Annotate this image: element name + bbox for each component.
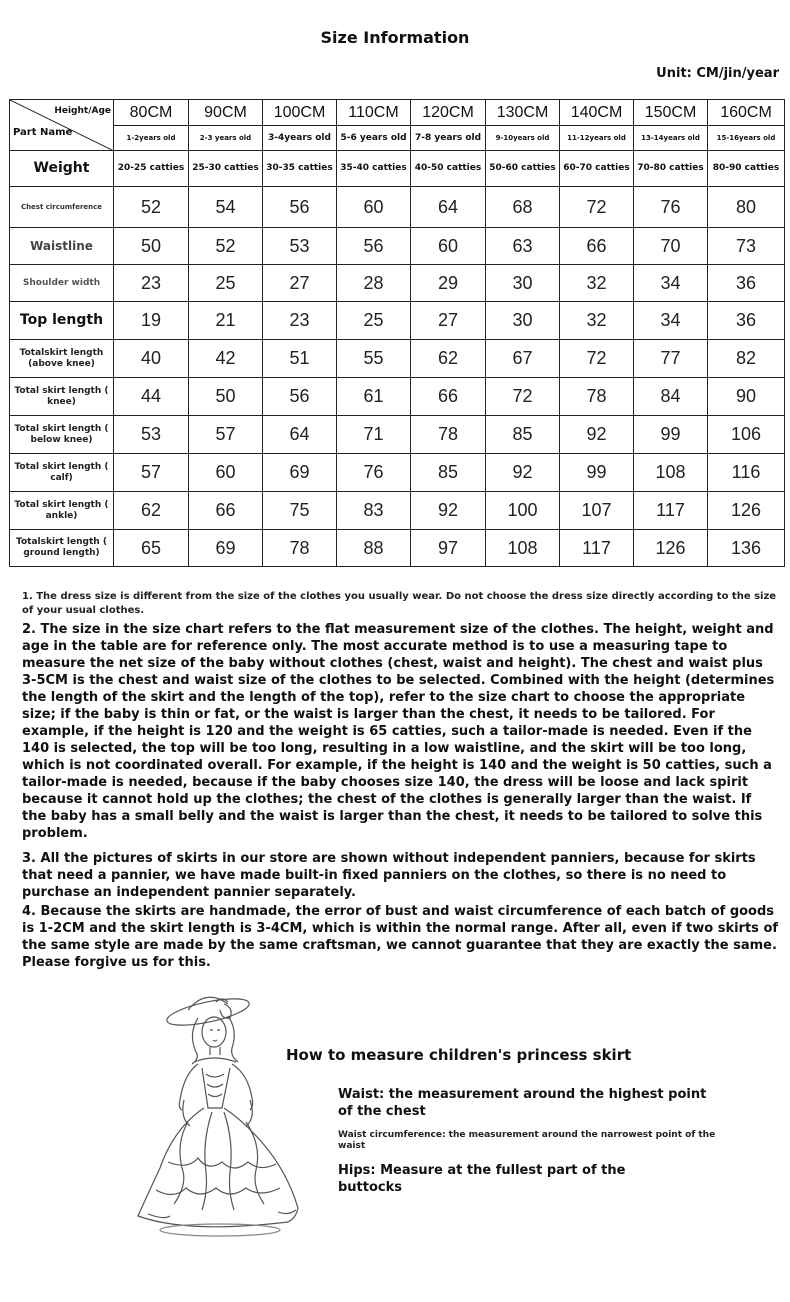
value-cell: 71 [337,416,411,454]
value-cell: 28 [337,265,411,302]
value-cell: 42 [189,340,263,378]
value-cell: 68 [486,187,560,228]
value-cell: 70 [634,228,708,265]
weight-cell: 20-25 catties [114,151,189,187]
age-header: 13-14years old [634,126,708,151]
value-cell: 92 [560,416,634,454]
height-header: 120CM [411,100,486,126]
value-cell: 69 [189,530,263,567]
value-cell: 27 [411,302,486,340]
page-title: Size Information [320,28,470,47]
value-cell: 27 [263,265,337,302]
value-cell: 56 [263,187,337,228]
weight-cell: 35-40 catties [337,151,411,187]
value-cell: 57 [189,416,263,454]
value-cell: 32 [560,302,634,340]
weight-cell: 25-30 catties [189,151,263,187]
value-cell: 56 [263,378,337,416]
value-cell: 60 [411,228,486,265]
value-cell: 67 [486,340,560,378]
value-cell: 62 [411,340,486,378]
height-header: 140CM [560,100,634,126]
value-cell: 84 [634,378,708,416]
note-3: 3. All the pictures of skirts in our store are shown without independent panniers, because for skirts that need a pannier, we have made built-in fixed panniers on the clothes, so there is no need to purchase an independent pannier separately. [22,851,756,900]
part-name-header: Part Name [13,127,73,138]
weight-cell: 50-60 catties [486,151,560,187]
age-header: 11-12years old [560,126,634,151]
row-label: Total skirt length ( below knee) [10,416,114,454]
row-label: Total skirt length ( ankle) [10,492,114,530]
height-header: 160CM [708,100,785,126]
notes-section [22,590,780,979]
row-label: Total skirt length ( calf) [10,454,114,492]
value-cell: 80 [708,187,785,228]
value-cell: 51 [263,340,337,378]
value-cell: 55 [337,340,411,378]
value-cell: 85 [486,416,560,454]
value-cell: 30 [486,302,560,340]
value-cell: 52 [189,228,263,265]
measure-hips: Hips: Measure at the fullest part of the buttocks [338,1163,626,1195]
row-label: Chest circumference [10,187,114,228]
value-cell: 50 [114,228,189,265]
value-cell: 77 [634,340,708,378]
value-cell: 36 [708,302,785,340]
height-age-header: Height/Age [54,106,111,116]
value-cell: 64 [411,187,486,228]
value-cell: 88 [337,530,411,567]
age-header: 2-3 years old [189,126,263,151]
value-cell: 25 [189,265,263,302]
value-cell: 108 [486,530,560,567]
value-cell: 126 [708,492,785,530]
value-cell: 60 [337,187,411,228]
value-cell: 97 [411,530,486,567]
age-header: 3-4years old [263,126,337,151]
age-header: 5-6 years old [337,126,411,151]
weight-cell: 60-70 catties [560,151,634,187]
value-cell: 92 [486,454,560,492]
value-cell: 63 [486,228,560,265]
age-header: 9-10years old [486,126,560,151]
value-cell: 76 [337,454,411,492]
weight-cell: 80-90 catties [708,151,785,187]
value-cell: 92 [411,492,486,530]
height-header: 110CM [337,100,411,126]
value-cell: 57 [114,454,189,492]
value-cell: 52 [114,187,189,228]
value-cell: 83 [337,492,411,530]
princess-illustration [128,990,318,1240]
value-cell: 72 [560,340,634,378]
value-cell: 136 [708,530,785,567]
height-header: 100CM [263,100,337,126]
age-header: 15-16years old [708,126,785,151]
value-cell: 36 [708,265,785,302]
value-cell: 78 [560,378,634,416]
value-cell: 116 [708,454,785,492]
height-header: 80CM [114,100,189,126]
value-cell: 75 [263,492,337,530]
value-cell: 99 [634,416,708,454]
value-cell: 32 [560,265,634,302]
value-cell: 54 [189,187,263,228]
measure-title: How to measure children's princess skirt [286,1046,632,1064]
height-header: 130CM [486,100,560,126]
value-cell: 106 [708,416,785,454]
value-cell: 23 [263,302,337,340]
value-cell: 53 [263,228,337,265]
row-label: Totalskirt length ( ground length) [10,530,114,567]
value-cell: 90 [708,378,785,416]
value-cell: 126 [634,530,708,567]
value-cell: 44 [114,378,189,416]
value-cell: 66 [189,492,263,530]
height-header: 150CM [634,100,708,126]
value-cell: 117 [634,492,708,530]
value-cell: 34 [634,302,708,340]
weight-cell: 40-50 catties [411,151,486,187]
value-cell: 29 [411,265,486,302]
value-cell: 60 [189,454,263,492]
value-cell: 61 [337,378,411,416]
value-cell: 117 [560,530,634,567]
measure-waist: Waist: the measurement around the highest point of the chest [338,1087,707,1119]
value-cell: 100 [486,492,560,530]
note-1: 1. The dress size is different from the size of the clothes you usually wear. Do not choose the dress size directly according to the size of your usual clothes. [22,591,777,616]
value-cell: 53 [114,416,189,454]
value-cell: 19 [114,302,189,340]
value-cell: 56 [337,228,411,265]
value-cell: 108 [634,454,708,492]
value-cell: 66 [560,228,634,265]
row-label: Shoulder width [10,265,114,302]
value-cell: 72 [486,378,560,416]
note-2: 2. The size in the size chart refers to the flat measurement size of the clothes. The height, weight and age in the table are for reference only. The most accurate method is to use a measuring tape to measure the net size of the baby without clothes (chest, waist and height). The chest and waist plus 3-5CM is the chest and waist size of the clothes to be selected. Combined with the height (determines the length of the skirt and the length of the top), refer to the size chart to choose the appropriate size; if the baby is thin or fat, or the waist is larger than the chest, it needs to be tailored. For example, if the height is 120 and the weight is 65 catties, such a tailor-made is needed. Even if the 140 is selected, the top will be too long, resulting in a low waistline, and the skirt will be too long, which is not coordinated overall. For example, if the height is 140 and the weight is 50 catties, such a tailor-made is needed, because if the baby chooses size 140, the dress will be loose and lack spirit because it cannot hold up the clothes; the chest of the clothes is generally larger than the waist. If the baby has a small belly and the waist is larger than the chest, it needs to be tailored to solve this problem. [22,622,775,841]
row-label: Total skirt length ( knee) [10,378,114,416]
value-cell: 30 [486,265,560,302]
size-table [9,99,785,567]
table-corner-cell [10,100,114,151]
weight-cell: 30-35 catties [263,151,337,187]
row-label: Top length [10,302,114,340]
value-cell: 82 [708,340,785,378]
note-4: 4. Because the skirts are handmade, the error of bust and waist circumference of each batch of goods is 1-2CM and the skirt length is 3-4CM, which is within the normal range. After all, even if two skirts of the same style are made by the same craftsman, we cannot guarantee that they are exactly the same. Please forgive us for this. [22,904,779,970]
row-label: Waistline [10,228,114,265]
row-label: Weight [10,151,114,187]
measure-waist-circumference: Waist circumference: the measurement around the narrowest point of the waist [338,1130,716,1151]
value-cell: 64 [263,416,337,454]
value-cell: 66 [411,378,486,416]
value-cell: 107 [560,492,634,530]
value-cell: 34 [634,265,708,302]
value-cell: 73 [708,228,785,265]
row-label: Totalskirt length (above knee) [10,340,114,378]
value-cell: 76 [634,187,708,228]
height-header: 90CM [189,100,263,126]
value-cell: 25 [337,302,411,340]
value-cell: 40 [114,340,189,378]
value-cell: 99 [560,454,634,492]
age-header: 1-2years old [114,126,189,151]
value-cell: 85 [411,454,486,492]
age-header: 7-8 years old [411,126,486,151]
weight-cell: 70-80 catties [634,151,708,187]
value-cell: 21 [189,302,263,340]
unit-label: Unit: CM/jin/year [656,66,779,81]
value-cell: 72 [560,187,634,228]
value-cell: 23 [114,265,189,302]
value-cell: 78 [411,416,486,454]
value-cell: 69 [263,454,337,492]
value-cell: 50 [189,378,263,416]
value-cell: 78 [263,530,337,567]
value-cell: 62 [114,492,189,530]
value-cell: 65 [114,530,189,567]
